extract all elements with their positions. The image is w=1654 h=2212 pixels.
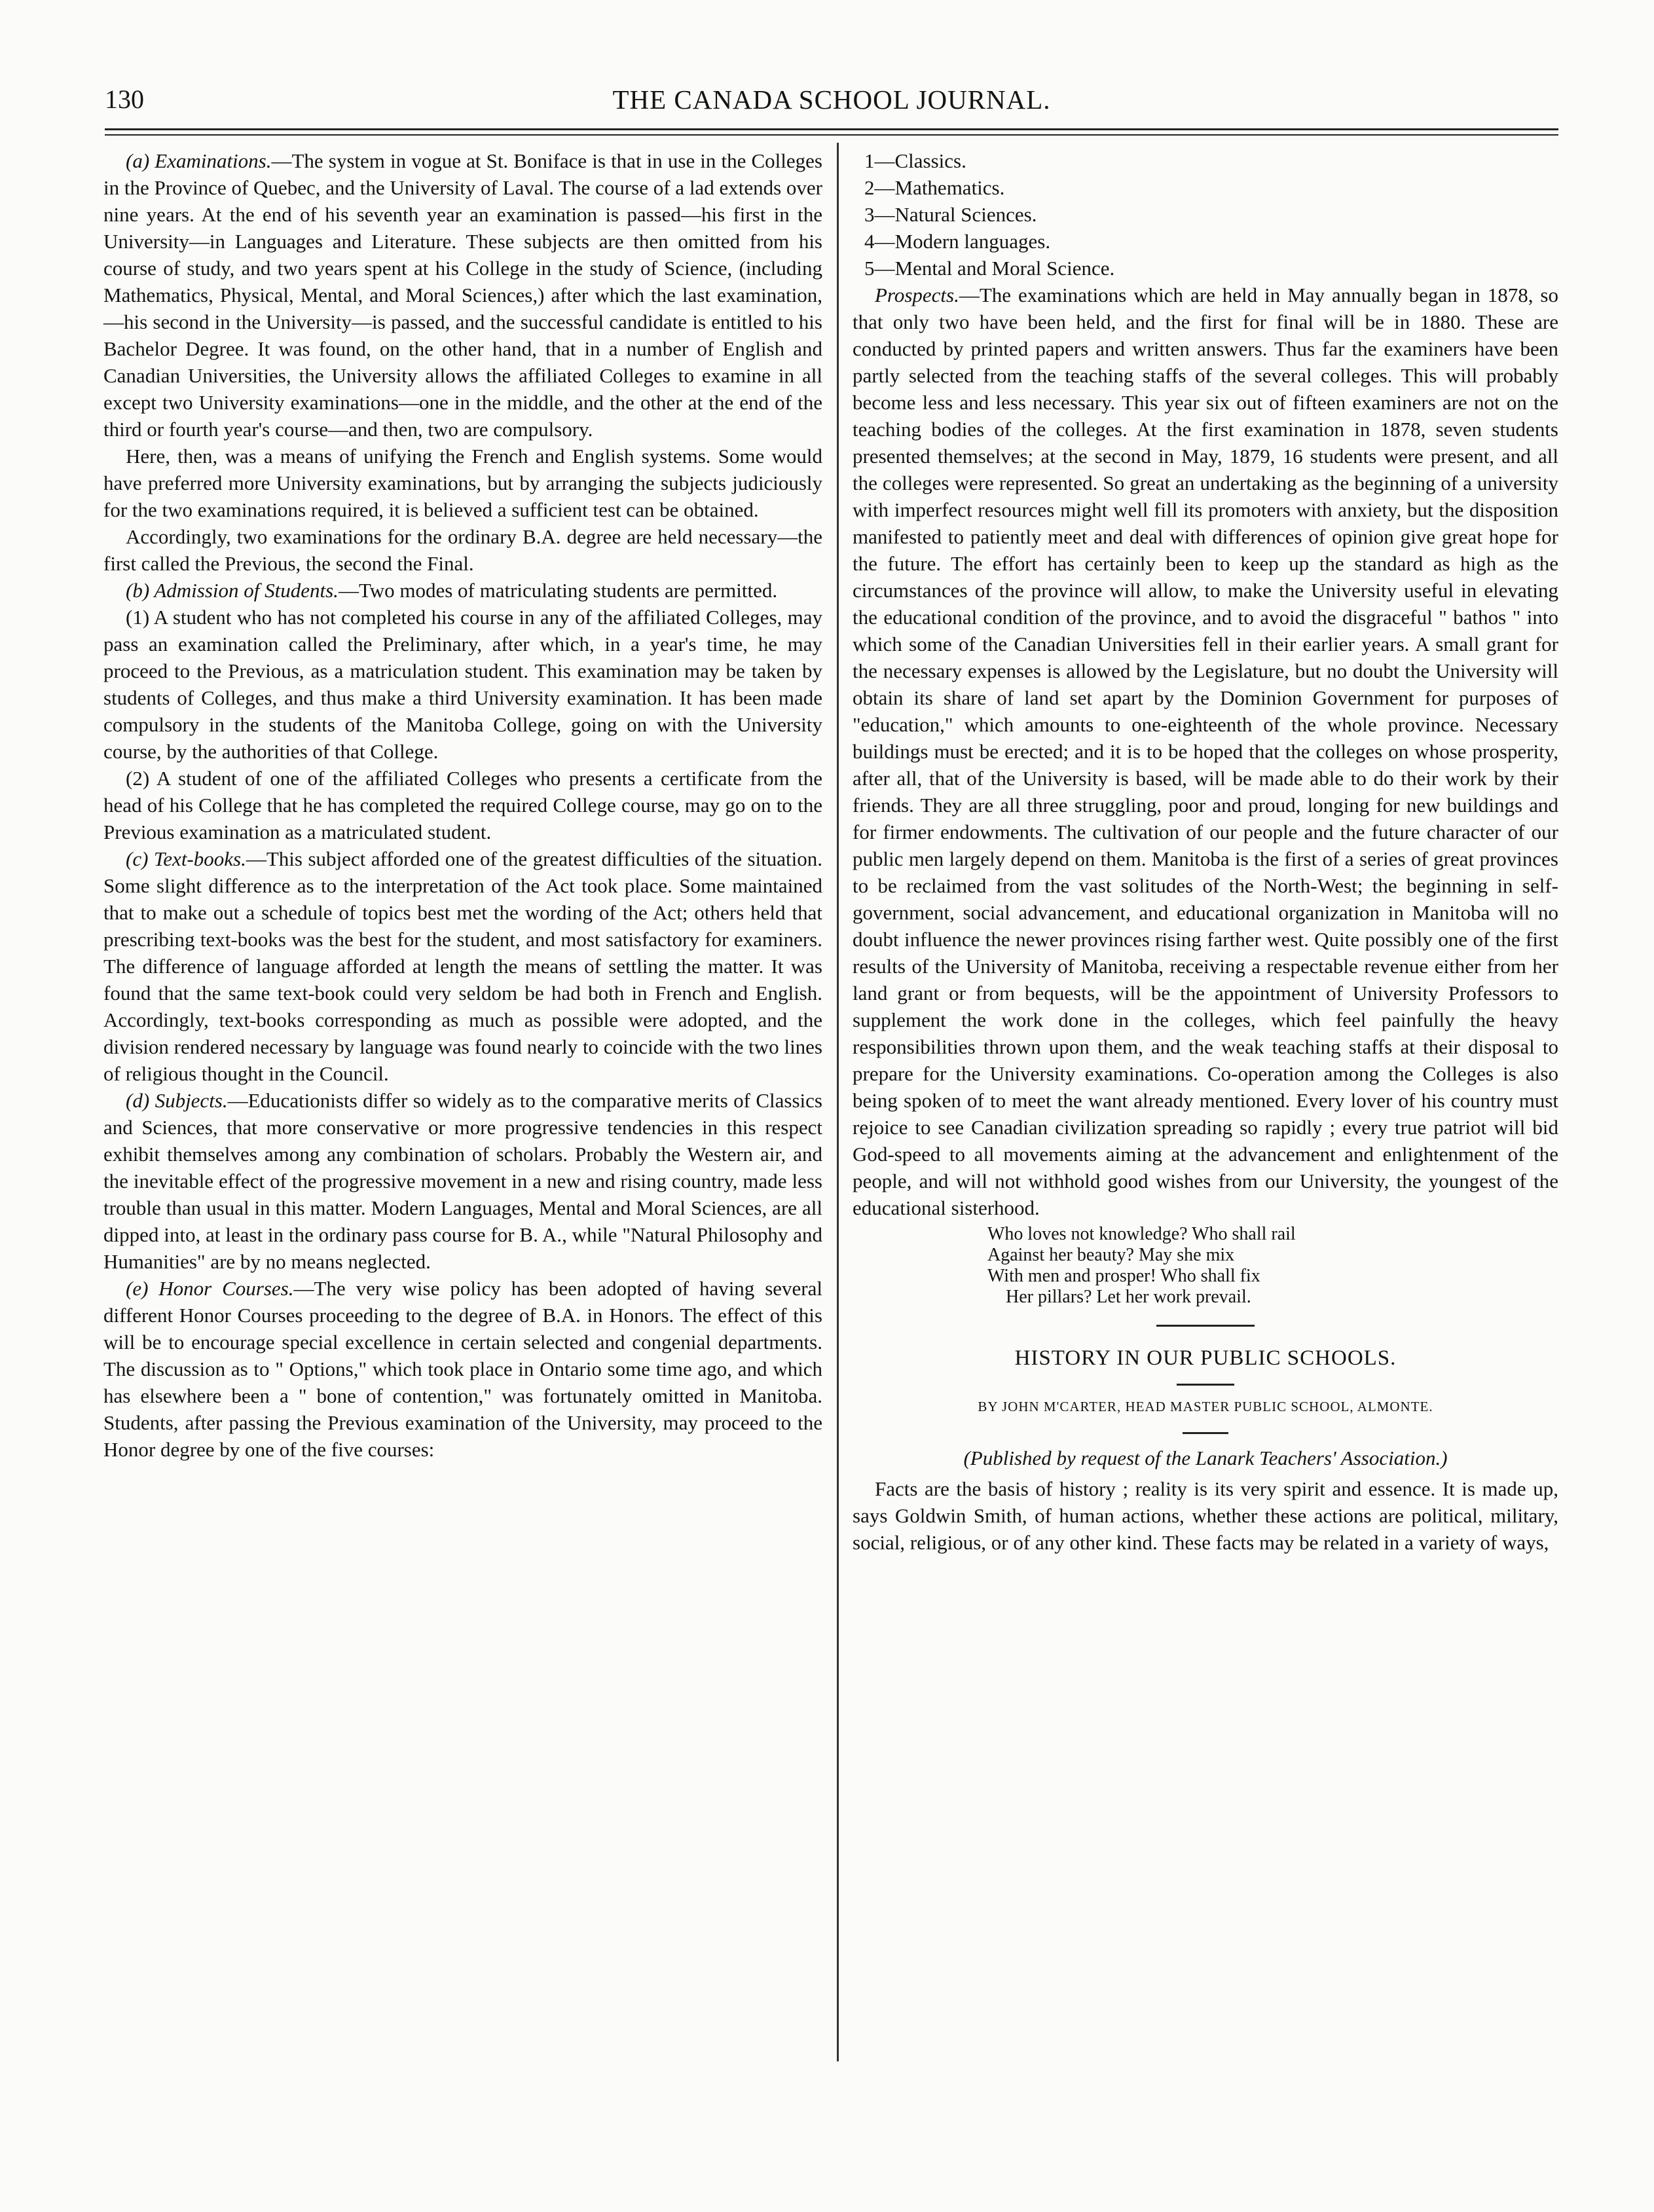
section-label: Prospects. — [875, 284, 959, 306]
list-item: 1—Classics. — [864, 149, 966, 172]
list-item: 5—Mental and Moral Science. — [864, 257, 1115, 280]
publication-note: (Published by request of the Lanark Teachers' Association.) — [963, 1447, 1448, 1469]
paragraph-text: —The examinations which are held in May annually began in 1878, so that only two have been held, and the first for final will be in 1880. These are conducted by printed papers and written answers. Thus far the examiners have been partly selected from the teaching staffs of the several colleges. This will probably become less and less necessary. This year six out of fifteen examiners are not on the teaching bodies of the colleges. At the first examination in 1878, seven students presented themselves; at the second in May, 1879, 16 students were present, and all the colleges were represented. So great an undertaking as the beginning of a university with imperfect resources might well fill its promoters with anxiety, but the disposition manifested to patiently meet and deal with differences of opinion give great hope for the future. The effort has certainly been to keep up the standard as high as the circumstances of the province will allow, to make the University useful in elevating the educational condition of the province, and to avoid the disgraceful " bathos " into which some of the Canadian Universities fell in their earlier years. A small grant for the necessary expenses is allowed by the Legislature, but no doubt the University will obtain its share of land set apart by the Dominion Government for purposes of "education," which amounts to one-eighteenth of the whole province. Necessary buildings must be erected; and it is to be hoped that the colleges on whose prosperity, after all, that of the University is based, will be made able to do their work by their friends. They are all three struggling, poor and proud, longing for new buildings and for firmer endowments. The cultivation of our people and the future character of our public men largely depend on them. Manitoba is the first of a series of great provinces to be reclaimed from the vast solitudes of the North-West; the beginning in self-government, social advancement, and educational organization in Manitoba will no doubt influence the newer provinces rising farther west. Quite possibly one of the first results of the University of Manitoba, receiving a respectable revenue either from her land grant or from bequests, will be the appointment of University Professors to supplement the work done in the colleges, which feel painfully the heavy responsibilities thrown upon them, and the weak teaching staffs at their disposal to prepare for the University examinations. Co-operation among the Colleges is also being spoken of to meet the want already mentioned. Every lover of his country must rejoice to see Canadian civilization spreading so rapidly ; every true patriot will bid God-speed to all movements aiming at the advancement and enlightenment of the people, and will not withhold good wishes from our University, the youngest of the educational sisterhood. — [853, 284, 1558, 1219]
poem-line: With men and prosper! Who shall fix — [987, 1266, 1260, 1286]
paragraph-accordingly: Accordingly, two examinations for the ordinary B.A. degree are held necessary—the first called the Previous, the second the Final. — [103, 525, 822, 575]
article-title: HISTORY IN OUR PUBLIC SCHOOLS. — [1014, 1346, 1397, 1370]
courses-list — [853, 147, 1558, 282]
section-label: (b) Admission of Students. — [126, 579, 339, 602]
paragraph-unifying: Here, then, was a means of unifying the French and English systems. Some would have preferred more University examinations, but by arranging the subjects judiciously for the two examinations required, it is believed a sufficient test can be obtained. — [103, 445, 822, 521]
list-item: 4—Modern languages. — [864, 230, 1051, 253]
header-rule-secondary — [105, 134, 1558, 136]
paragraph-prospects — [853, 282, 1558, 1221]
title-divider — [1177, 1384, 1234, 1386]
list-item: 2—Mathematics. — [864, 176, 1005, 199]
paragraph-history-facts: Facts are the basis of history ; reality is its very spirit and essence. It is made up, says Goldwin Smith, of human actions, whether these actions are political, military, social, religious, or of any other kind. These facts may be related in a variety of ways, — [853, 1477, 1558, 1554]
paragraph-mode-one: (1) A student who has not completed his course in any of the affiliated Colleges, may pass an examination called the Preliminary, after which, in a year's time, he may proceed to the Previous, as a matriculation student. This examination may be taken by students of Colleges, and thus make a third University examination. It has been made compulsory in the students of the Manitoba College, going on with the University course, by the authorities of that College. — [103, 606, 822, 763]
paragraph-subjects — [103, 1087, 822, 1275]
right-column — [853, 147, 1558, 1556]
article-byline: BY JOHN M'CARTER, HEAD MASTER PUBLIC SCHOOL, ALMONTE. — [978, 1399, 1433, 1414]
page-number: 130 — [105, 84, 144, 114]
column-divider — [837, 143, 839, 2061]
paragraph-admission — [103, 577, 822, 604]
page-header — [105, 84, 1558, 123]
header-rule — [105, 128, 1558, 130]
paragraph-text: —The very wise policy has been adopted of having several different Honor Courses proceeding to the degree of B.A. in Honors. The effect of this will be to encourage special excellence in certain selected and congenial departments. The discussion as to " Options," which took place in Ontario some time ago, and which has elsewhere been a " bone of contention," was fortunately omitted in Manitoba. Students, after passing the Previous examination of the University, may proceed to the Honor degree by one of the five courses: — [103, 1277, 822, 1461]
section-divider — [1156, 1325, 1255, 1327]
left-column — [103, 147, 822, 1463]
paragraph-examinations — [103, 147, 822, 443]
list-item: 3—Natural Sciences. — [864, 203, 1037, 226]
paragraph-text: —This subject afforded one of the greatest difficulties of the situation. Some slight difference as to the interpretation of the Act took place. Some maintained that to make out a schedule of topics best met the wording of the Act; others held that prescribing text-books was the best for the student, and most satisfactory for examiners. The difference of language afforded at length the means of settling the matter. It was found that the same text-book could very seldom be had both in French and English. Accordingly, text-books corresponding as much as possible were adopted, and the division rendered necessary by language was found nearly to coincide with the two lines of religious thought in the Council. — [103, 847, 822, 1085]
paragraph-text: —Two modes of matriculating students are permitted. — [338, 579, 778, 602]
paragraph-mode-two: (2) A student of one of the affiliated Colleges who presents a certificate from the head of his College that he has completed the required College course, may go on to the Previous examination as a matriculated student. — [103, 767, 822, 843]
section-label: (a) Examinations. — [126, 149, 272, 172]
poem-line: Against her beauty? May she mix — [987, 1245, 1235, 1265]
paragraph-text: —The system in vogue at St. Boniface is that in use in the Colleges in the Province of Quebec, and the University of Laval. The course of a lad extends over nine years. At the end of his seventh year an examination is passed—his first in the University—in Languages and Literature. These subjects are then omitted from his course of study, and two years spent at his College in the study of Science, (including Mathematics, Physical, Mental, and Moral Sciences,) after which the last examination,—his second in the University—is passed, and the successful candidate is entitled to his Bachelor Degree. It was found, on the other hand, that in a number of English and Canadian Universities, the University allows the affiliated Colleges to examine in all except two University examinations—one in the middle, and the other at the end of the third or fourth year's course—and then, two are compulsory. — [103, 149, 822, 441]
byline-divider — [1183, 1432, 1228, 1434]
section-label: (c) Text-books. — [126, 847, 246, 870]
paragraph-text-books — [103, 845, 822, 1087]
paragraph-text: —Educationists differ so widely as to the comparative merits of Classics and Sciences, that more conservative or more progressive tendencies in this respect exhibit themselves among any combination of scholars. Probably the Western air, and the inevitable effect of the progressive movement in a new and rising country, made less trouble than usual in this matter. Modern Languages, Mental and Moral Sciences, are all dipped into, at least in the ordinary pass course for B. A., while "Natural Philosophy and Humanities" are by no means neglected. — [103, 1089, 822, 1273]
poem-line: Her pillars? Let her work prevail. — [1006, 1287, 1251, 1307]
journal-title: THE CANADA SCHOOL JOURNAL. — [612, 84, 1051, 115]
paragraph-honor-courses — [103, 1275, 822, 1463]
section-label: (d) Subjects. — [126, 1089, 228, 1112]
poem-line: Who loves not knowledge? Who shall rail — [987, 1224, 1296, 1244]
section-label: (e) Honor Courses. — [126, 1277, 294, 1300]
poem-quote — [987, 1224, 1558, 1308]
